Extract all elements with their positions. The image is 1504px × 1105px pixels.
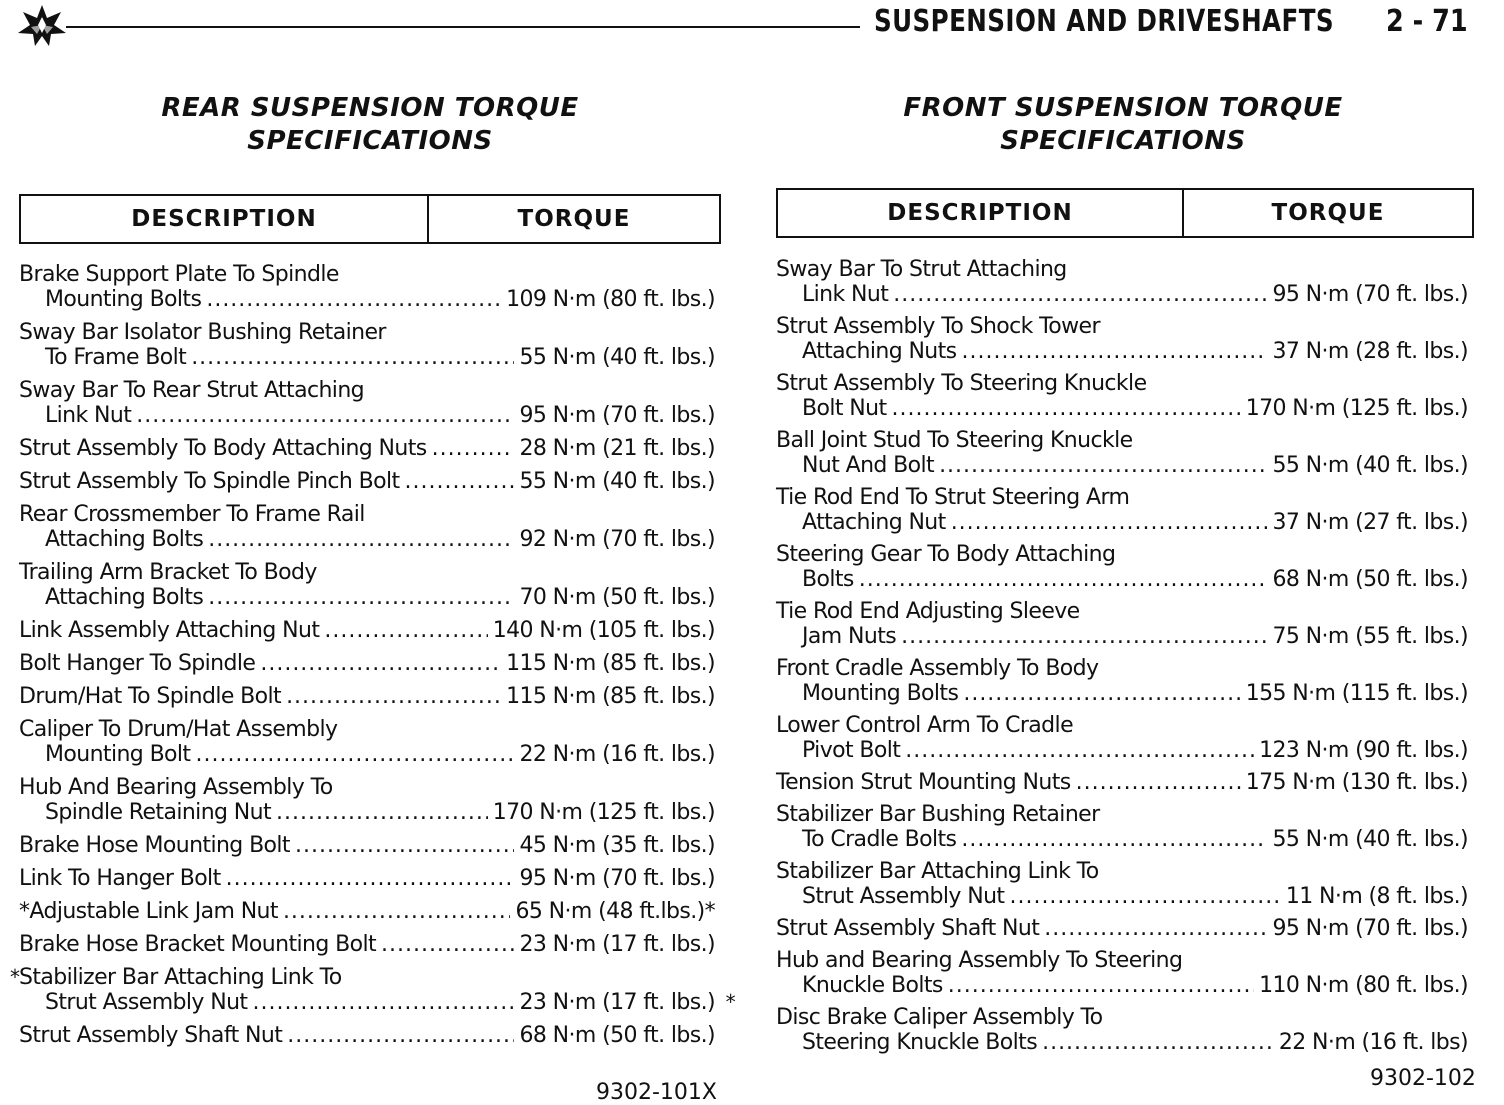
spec-row (776, 314, 1468, 364)
spec-description: Strut Assembly To Spindle Pinch Bolt (19, 469, 400, 494)
torque-value: 55 N·m (40 ft. lbs.) (519, 469, 715, 494)
dot-leader (208, 585, 514, 610)
spec-row (776, 428, 1468, 478)
spec-description: Disc Brake Caliper Assembly To (776, 1005, 1103, 1030)
front-title-line1: FRONT SUSPENSION TORQUE (903, 93, 1343, 123)
spec-row (776, 542, 1468, 592)
spec-line (776, 339, 1468, 364)
spec-description-cont: Mounting Bolts (802, 681, 959, 706)
dot-leader (226, 866, 515, 891)
torque-value: 22 N·m (16 ft. lbs.) (519, 742, 715, 767)
spec-line (776, 884, 1468, 909)
dot-leader (948, 973, 1254, 998)
spec-description-cont: Strut Assembly Nut (802, 884, 1005, 909)
torque-value: 23 N·m (17 ft. lbs.) (519, 932, 715, 957)
spec-line (19, 800, 715, 825)
torque-value: 75 N·m (55 ft. lbs.) (1272, 624, 1468, 649)
spec-line (19, 990, 715, 1015)
dot-leader (1044, 916, 1267, 941)
footnote-star-left: * (10, 965, 20, 989)
spec-description: Tie Rod End Adjusting Sleeve (776, 599, 1080, 624)
torque-value: 68 N·m (50 ft. lbs.) (519, 1023, 715, 1048)
dot-leader (961, 827, 1267, 852)
spec-line (776, 827, 1468, 852)
rear-title-line1: REAR SUSPENSION TORQUE (161, 93, 579, 123)
torque-value: 92 N·m (70 ft. lbs.) (519, 527, 715, 552)
front-section-title (888, 92, 1358, 158)
torque-value: 55 N·m (40 ft. lbs.) (1272, 827, 1468, 852)
spec-description: Stabilizer Bar Bushing Retainer (776, 802, 1100, 827)
spec-row (10, 965, 735, 1015)
spec-line (776, 738, 1468, 763)
dot-leader (1009, 884, 1280, 909)
spec-row (19, 651, 715, 676)
torque-value: 95 N·m (70 ft. lbs.) (1272, 916, 1468, 941)
spec-description: Hub and Bearing Assembly To Steering (776, 948, 1183, 973)
spec-row (19, 717, 715, 767)
torque-value: 68 N·m (50 ft. lbs.) (1272, 567, 1468, 592)
pentastar-logo-icon (16, 3, 68, 47)
rear-figure-number: 9302-101X (596, 1080, 717, 1105)
front-figure-number: 9302-102 (1370, 1066, 1476, 1091)
spec-line (776, 916, 1468, 941)
header-rule (66, 26, 860, 28)
spec-description-cont: Bolt Nut (802, 396, 887, 421)
spec-row (776, 770, 1468, 795)
spec-line (19, 866, 715, 891)
page-header-title: SUSPENSION AND DRIVESHAFTS (874, 4, 1335, 39)
dot-leader (893, 282, 1267, 307)
spec-line (19, 742, 715, 767)
dot-leader (283, 899, 511, 924)
spec-description-cont: Link Nut (802, 282, 889, 307)
spec-line (19, 618, 715, 643)
spec-row (19, 684, 715, 709)
torque-value: 170 N·m (125 ft. lbs.) (1245, 396, 1468, 421)
front-col-torque: TORQUE (1271, 200, 1385, 226)
spec-line (776, 624, 1468, 649)
front-spec-list (776, 257, 1468, 1062)
rear-col-torque: TORQUE (517, 206, 631, 232)
spec-description-cont: Bolts (802, 567, 854, 592)
spec-row (776, 371, 1468, 421)
spec-description-cont: Pivot Bolt (802, 738, 901, 763)
spec-description-cont: Mounting Bolt (45, 742, 191, 767)
spec-description-cont: To Frame Bolt (45, 345, 187, 370)
spec-description-cont: Steering Knuckle Bolts (802, 1030, 1038, 1055)
spec-description-cont: Mounting Bolts (45, 287, 202, 312)
spec-line (19, 345, 715, 370)
spec-description: Strut Assembly To Shock Tower (776, 314, 1100, 339)
spec-line (776, 282, 1468, 307)
dot-leader (252, 990, 514, 1015)
dot-leader (208, 527, 514, 552)
spec-description: Strut Assembly Shaft Nut (776, 916, 1040, 941)
torque-value: 123 N·m (90 ft. lbs.) (1259, 738, 1468, 763)
spec-line (19, 527, 715, 552)
spec-row (776, 257, 1468, 307)
torque-value: 37 N·m (27 ft. lbs.) (1272, 510, 1468, 535)
dot-leader (432, 436, 515, 461)
spec-row (19, 899, 715, 924)
spec-description: Strut Assembly To Steering Knuckle (776, 371, 1147, 396)
spec-row (19, 618, 715, 643)
spec-description: Stabilizer Bar Attaching Link To (776, 859, 1099, 884)
dot-leader (195, 742, 514, 767)
spec-row (19, 833, 715, 858)
dot-leader (962, 339, 1268, 364)
dot-leader (287, 1023, 514, 1048)
front-title-line2: SPECIFICATIONS (1000, 126, 1246, 156)
dot-leader (191, 345, 514, 370)
rear-section-title (150, 92, 590, 158)
spec-row (776, 485, 1468, 535)
torque-value: 115 N·m (85 ft. lbs.) (506, 651, 715, 676)
spec-description: Sway Bar Isolator Bushing Retainer (19, 320, 386, 345)
spec-description: Caliper To Drum/Hat Assembly (19, 717, 338, 742)
spec-line (19, 469, 715, 494)
dot-leader (1042, 1030, 1274, 1055)
spec-row (776, 656, 1468, 706)
spec-row (19, 469, 715, 494)
torque-value: 95 N·m (70 ft. lbs.) (1272, 282, 1468, 307)
dot-leader (136, 403, 514, 428)
dot-leader (324, 618, 487, 643)
spec-row (19, 866, 715, 891)
torque-value: 55 N·m (40 ft. lbs.) (519, 345, 715, 370)
dot-leader (963, 681, 1240, 706)
spec-description-cont: Attaching Bolts (45, 585, 204, 610)
dot-leader (1076, 770, 1241, 795)
spec-description-cont: Attaching Bolts (45, 527, 204, 552)
spec-description-cont: Jam Nuts (802, 624, 897, 649)
spec-line (776, 681, 1468, 706)
spec-line (19, 1023, 715, 1048)
torque-value: 170 N·m (125 ft. lbs.) (492, 800, 715, 825)
spec-row (776, 713, 1468, 763)
spec-row (19, 560, 715, 610)
dot-leader (276, 800, 488, 825)
spec-description: Front Cradle Assembly To Body (776, 656, 1099, 681)
torque-value: 110 N·m (80 ft. lbs.) (1259, 973, 1468, 998)
spec-description: Trailing Arm Bracket To Body (19, 560, 317, 585)
spec-line (19, 833, 715, 858)
spec-description: Lower Control Arm To Cradle (776, 713, 1073, 738)
spec-description-cont: Attaching Nut (802, 510, 946, 535)
spec-description-cont: Strut Assembly Nut (45, 990, 248, 1015)
spec-description: Ball Joint Stud To Steering Knuckle (776, 428, 1133, 453)
dot-leader (381, 932, 514, 957)
torque-value: 115 N·m (85 ft. lbs.) (506, 684, 715, 709)
spec-row (19, 262, 715, 312)
spec-line (19, 932, 715, 957)
spec-line (19, 403, 715, 428)
page-number: 2 - 71 (1386, 4, 1468, 39)
spec-description: Link Assembly Attaching Nut (19, 618, 320, 643)
torque-value: 155 N·m (115 ft. lbs.) (1245, 681, 1468, 706)
dot-leader (859, 567, 1268, 592)
spec-row (19, 932, 715, 957)
dot-leader (939, 453, 1267, 478)
spec-line (19, 684, 715, 709)
rear-title-line2: SPECIFICATIONS (247, 126, 493, 156)
spec-row (776, 859, 1468, 909)
dot-leader (951, 510, 1268, 535)
spec-description-cont: To Cradle Bolts (802, 827, 957, 852)
dot-leader (905, 738, 1254, 763)
spec-description: Rear Crossmember To Frame Rail (19, 502, 365, 527)
torque-value: 140 N·m (105 ft. lbs.) (492, 618, 715, 643)
spec-row (776, 916, 1468, 941)
torque-value: 70 N·m (50 ft. lbs.) (519, 585, 715, 610)
spec-line (776, 396, 1468, 421)
spec-description: Sway Bar To Strut Attaching (776, 257, 1067, 282)
spec-description-cont: Attaching Nuts (802, 339, 957, 364)
rear-table-header (19, 194, 721, 244)
spec-row (19, 320, 715, 370)
spec-description-cont: Nut And Bolt (802, 453, 935, 478)
spec-description: Stabilizer Bar Attaching Link To (19, 965, 342, 990)
torque-value: 11 N·m (8 ft. lbs.) (1285, 884, 1468, 909)
spec-line (19, 585, 715, 610)
spec-line (776, 1030, 1468, 1055)
spec-line (19, 436, 715, 461)
torque-value: 175 N·m (130 ft. lbs.) (1245, 770, 1468, 795)
front-table-header (776, 188, 1474, 238)
spec-row (19, 1023, 715, 1048)
spec-line (19, 899, 715, 924)
spec-description: Brake Support Plate To Spindle (19, 262, 339, 287)
torque-value: 22 N·m (16 ft. lbs) (1278, 1030, 1468, 1055)
spec-description: Brake Hose Bracket Mounting Bolt (19, 932, 376, 957)
spec-description: Strut Assembly To Body Attaching Nuts (19, 436, 427, 461)
spec-row (776, 1005, 1468, 1055)
torque-value: 45 N·m (35 ft. lbs.) (519, 833, 715, 858)
spec-description: Bolt Hanger To Spindle (19, 651, 256, 676)
torque-value: 109 N·m (80 ft. lbs.) (506, 287, 715, 312)
spec-line (776, 770, 1468, 795)
dot-leader (892, 396, 1241, 421)
spec-description: Drum/Hat To Spindle Bolt (19, 684, 282, 709)
torque-value: 28 N·m (21 ft. lbs.) (519, 436, 715, 461)
dot-leader (206, 287, 501, 312)
spec-row (19, 378, 715, 428)
spec-row (19, 502, 715, 552)
spec-line (776, 453, 1468, 478)
spec-description-cont: Knuckle Bolts (802, 973, 943, 998)
spec-description-cont: Link Nut (45, 403, 132, 428)
spec-line (776, 973, 1468, 998)
spec-description: Link To Hanger Bolt (19, 866, 221, 891)
spec-row (776, 948, 1468, 998)
spec-description: Steering Gear To Body Attaching (776, 542, 1116, 567)
spec-description: Hub And Bearing Assembly To (19, 775, 333, 800)
spec-row (19, 775, 715, 825)
torque-value: 37 N·m (28 ft. lbs.) (1272, 339, 1468, 364)
torque-value: 95 N·m (70 ft. lbs.) (519, 866, 715, 891)
spec-line (776, 567, 1468, 592)
dot-leader (901, 624, 1267, 649)
rear-spec-list (10, 262, 735, 1056)
spec-description: Tension Strut Mounting Nuts (776, 770, 1071, 795)
spec-line (776, 510, 1468, 535)
spec-description: *Adjustable Link Jam Nut (19, 899, 278, 924)
spec-description: Brake Hose Mounting Bolt (19, 833, 290, 858)
front-col-description: DESCRIPTION (778, 190, 1184, 236)
spec-row (19, 436, 715, 461)
dot-leader (295, 833, 515, 858)
spec-row (776, 599, 1468, 649)
torque-value: 65 N·m (48 ft.lbs.)* (515, 899, 715, 924)
spec-description-cont: Spindle Retaining Nut (45, 800, 272, 825)
spec-line (19, 287, 715, 312)
spec-row (776, 802, 1468, 852)
footnote-star-right: * (725, 990, 735, 1014)
spec-description: Strut Assembly Shaft Nut (19, 1023, 283, 1048)
rear-col-description: DESCRIPTION (21, 196, 429, 242)
torque-value: 55 N·m (40 ft. lbs.) (1272, 453, 1468, 478)
torque-value: 95 N·m (70 ft. lbs.) (519, 403, 715, 428)
dot-leader (405, 469, 515, 494)
torque-value: 23 N·m (17 ft. lbs.) (519, 990, 715, 1015)
spec-line (19, 651, 715, 676)
dot-leader (260, 651, 501, 676)
dot-leader (286, 684, 501, 709)
spec-description: Sway Bar To Rear Strut Attaching (19, 378, 365, 403)
spec-description: Tie Rod End To Strut Steering Arm (776, 485, 1130, 510)
